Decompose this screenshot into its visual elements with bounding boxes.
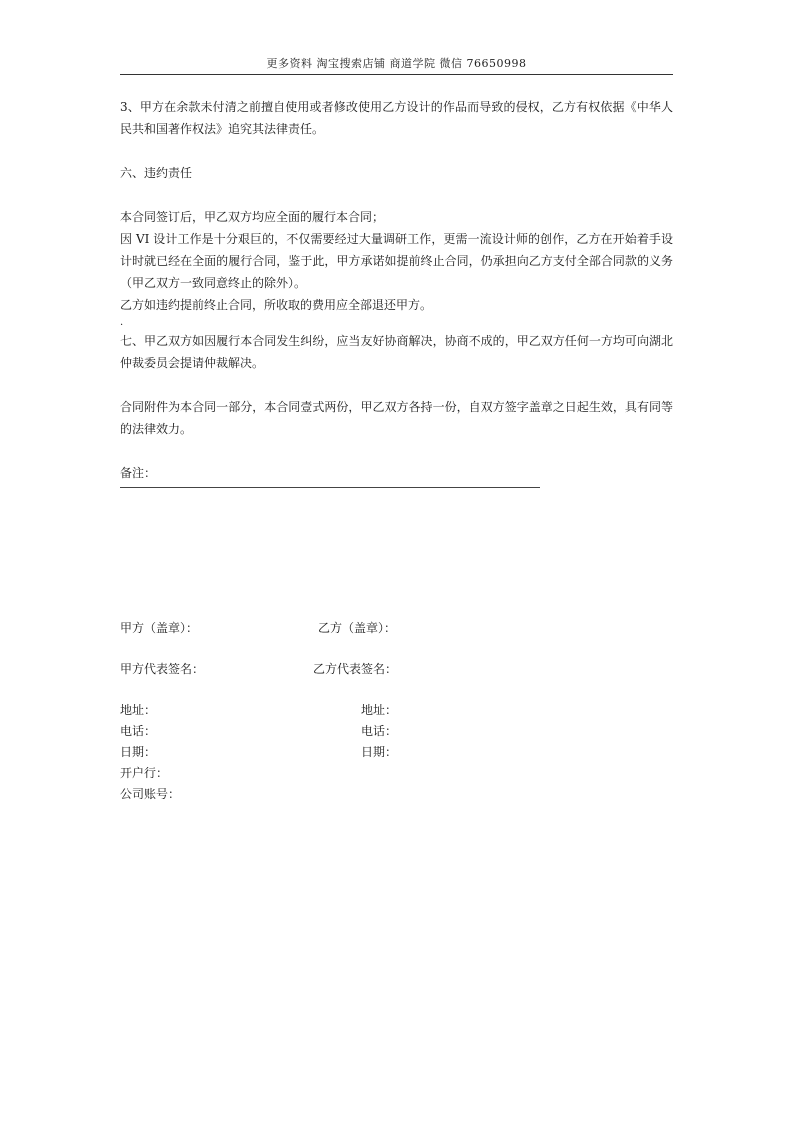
remarks-underline bbox=[120, 487, 540, 488]
party-b-phone-label: 电话： bbox=[361, 724, 398, 738]
party-b-seal-label: 乙方（盖章）： bbox=[318, 621, 397, 635]
party-a-representative-label: 甲方代表签名： bbox=[120, 662, 205, 676]
section-6-paragraph-3: 乙方如违约提前终止合同，所收取的费用应全部退还甲方。 bbox=[120, 298, 433, 312]
party-a-seal-label: 甲方（盖章）： bbox=[120, 621, 199, 635]
section-6-paragraph-1: 本合同签订后，甲乙双方均应全面的履行本合同； bbox=[120, 210, 385, 224]
stray-dot: . bbox=[120, 317, 124, 328]
company-account-label: 公司账号： bbox=[120, 787, 181, 801]
party-b-representative-label: 乙方代表签名： bbox=[313, 662, 398, 676]
party-b-address-label: 地址： bbox=[361, 703, 398, 717]
bank-label: 开户行： bbox=[120, 766, 169, 780]
party-a-address-label: 地址： bbox=[120, 703, 157, 717]
section-7: 七、甲乙双方如因履行本合同发生纠纷，应当友好协商解决，协商不成的，甲乙双方任何一方均可向湖北仲裁委员会提请仲裁解决。 bbox=[120, 334, 673, 370]
section-6-title: 六、违约责任 bbox=[120, 166, 193, 180]
attachment-clause: 合同附件为本合同一部分，本合同壹式两份，甲乙双方各持一份，自双方签字盖章之日起生效，具有同等的法律效力。 bbox=[120, 400, 673, 436]
header-divider bbox=[120, 74, 673, 75]
contract-body bbox=[120, 96, 673, 484]
clause-3: 3、甲方在余款未付清之前擅自使用或者修改使用乙方设计的作品而导致的侵权，乙方有权依据《中华人民共和国著作权法》追究其法律责任。 bbox=[120, 100, 673, 136]
party-a-phone-label: 电话： bbox=[120, 724, 157, 738]
page-header: 更多资料 淘宝搜索店铺 商道学院 微信 76650998 bbox=[266, 57, 527, 70]
party-b-date-label: 日期： bbox=[361, 745, 398, 759]
section-6-paragraph-2: 因 VI 设计工作是十分艰巨的，不仅需要经过大量调研工作，更需一流设计师的创作，乙方在开始着手设计时就已经在全面的履行合同，鉴于此，甲方承诺如提前终止合同，仍承担向乙方支付全部合同款的义务（甲乙双方一致同意终止的除外）。 bbox=[120, 232, 673, 290]
remarks-label: 备注： bbox=[120, 466, 157, 480]
party-a-date-label: 日期： bbox=[120, 745, 157, 759]
